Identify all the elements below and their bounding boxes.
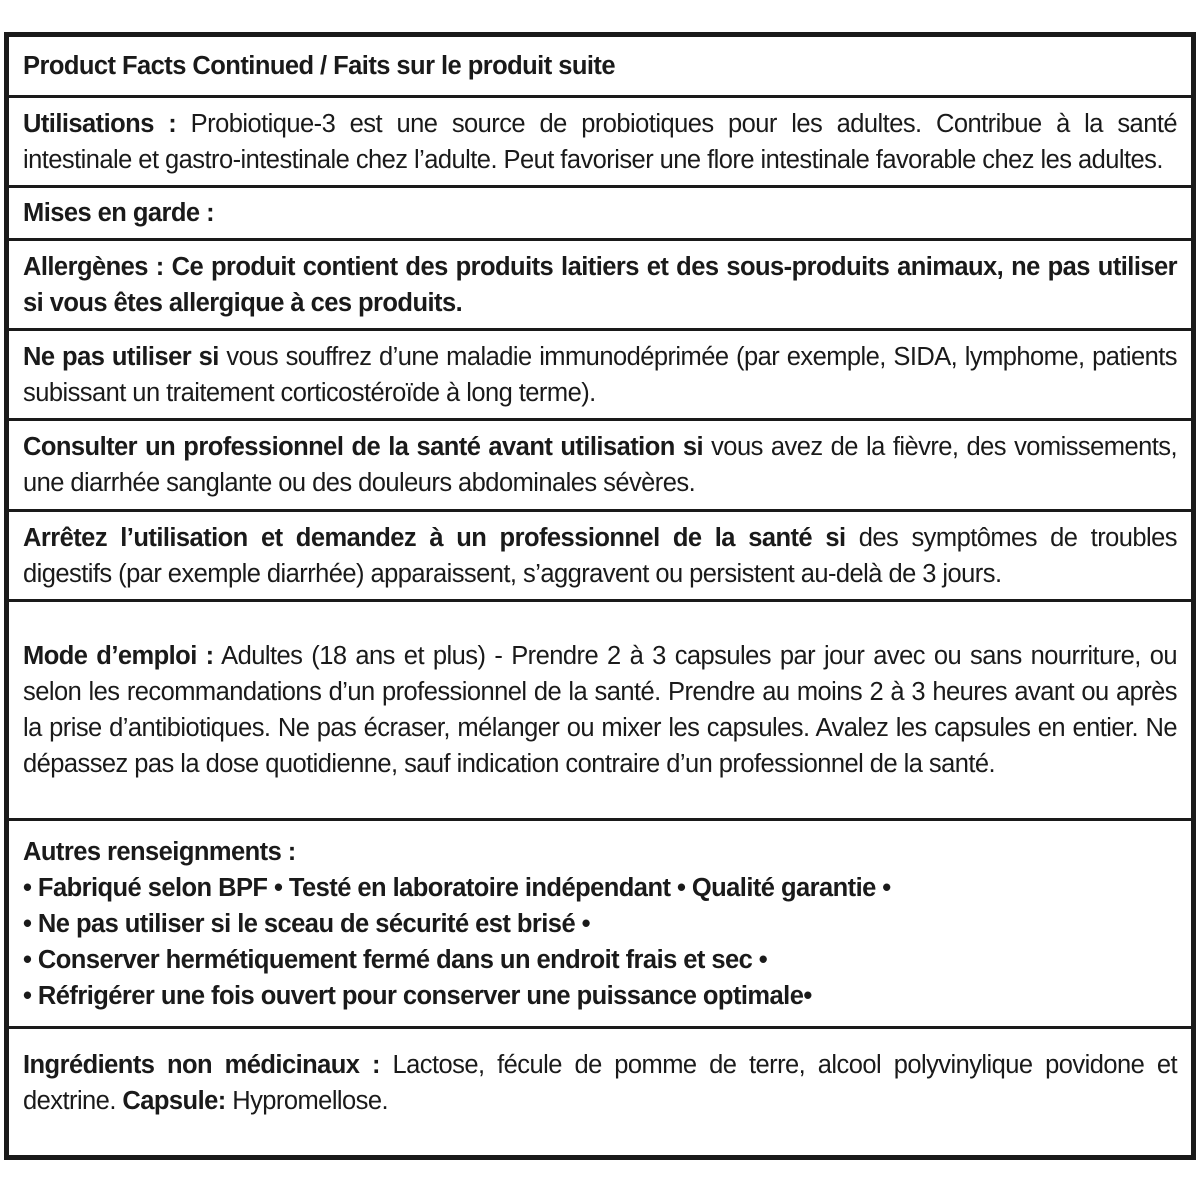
uses-text: Probiotique-3 est une source de probiotiques pour les adultes. Contribue à la santé intestinale et gastro-intestinale chez l’adulte. Peut favoriser une flore intestinale favorable chez les adultes. — [23, 109, 1177, 174]
ingredients-row — [9, 1029, 1191, 1136]
other-info-item: • Ne pas utiliser si le sceau de sécurité est brisé • — [23, 909, 590, 938]
stop-use-paragraph — [23, 520, 1177, 592]
ingredients-text: Lactose, fécule de pomme de terre, alcool polyvinylique povidone et dextrine. — [23, 1050, 1177, 1115]
other-info-item: • Conserver hermétiquement fermé dans un endroit frais et sec • — [23, 945, 768, 974]
consult-text: vous avez de la fièvre, des vomissements, une diarrhée sanglante ou des douleurs abdominales sévères. — [23, 433, 1177, 497]
allergens-row — [9, 241, 1191, 331]
capsule-label: Capsule: — [122, 1086, 226, 1115]
other-info-item: • Fabriqué selon BPF • Testé en laboratoire indépendant • Qualité garantie • — [23, 873, 891, 902]
ingredients-paragraph — [23, 1047, 1177, 1119]
do-not-use-row — [9, 331, 1191, 421]
directions-label: Mode d’emploi : — [23, 642, 214, 670]
warnings-heading: Mises en garde : — [23, 199, 215, 227]
uses-paragraph — [23, 106, 1177, 178]
do-not-use-paragraph — [23, 339, 1177, 411]
warnings-heading-row — [9, 188, 1191, 241]
panel-title: Product Facts Continued / Faits sur le produit suite — [23, 52, 615, 80]
do-not-use-text: vous souffrez d’une maladie immunodéprimée (par exemple, SIDA, lymphome, patients subissant un traitement corticostéroïde à long terme). — [23, 342, 1177, 407]
consult-label: Consulter un professionnel de la santé avant utilisation si — [23, 433, 704, 461]
uses-row — [9, 98, 1191, 188]
stop-use-text: des symptômes de troubles digestifs (par exemple diarrhée) apparaissent, s’aggravent ou persistent au-delà de 3 jours. — [23, 523, 1177, 588]
directions-paragraph — [23, 638, 1177, 782]
uses-label: Utilisations : — [23, 109, 177, 138]
consult-paragraph — [23, 429, 1177, 501]
stop-use-label: Arrêtez l’utilisation et demandez à un professionnel de la santé si — [23, 523, 846, 552]
capsule-text: Hypromellose. — [225, 1086, 389, 1115]
directions-row — [9, 602, 1191, 821]
stop-use-row — [9, 512, 1191, 602]
ingredients-label: Ingrédients non médicinaux : — [23, 1050, 380, 1079]
other-info-heading: Autres renseignments : — [23, 837, 296, 866]
directions-text: Adultes (18 ans et plus) - Prendre 2 à 3 capsules par jour avec ou sans nourriture, ou selon les recommandations d’un professionnel de la santé. Prendre au moins 2 à 3 heures avant ou après la prise d’antibiotiques. Ne pas écraser, mélanger ou mixer les capsules. Avalez les capsules en entier. Ne dépassez pas la dose quotidienne, sauf indication contraire d’un professionnel de la santé. — [23, 642, 1178, 778]
other-info-item: • Réfrigérer une fois ouvert pour conserver une puissance optimale• — [23, 981, 812, 1010]
other-info-row — [9, 821, 1191, 1029]
allergens-text: Allergènes : Ce produit contient des produits laitiers et des sous-produits animaux, ne pas utiliser si vous êtes allergique à ces produits. — [23, 252, 1177, 317]
product-facts-panel — [4, 32, 1196, 1160]
do-not-use-label: Ne pas utiliser si — [23, 342, 219, 371]
panel-title-row — [9, 37, 1191, 98]
consult-row — [9, 421, 1191, 512]
